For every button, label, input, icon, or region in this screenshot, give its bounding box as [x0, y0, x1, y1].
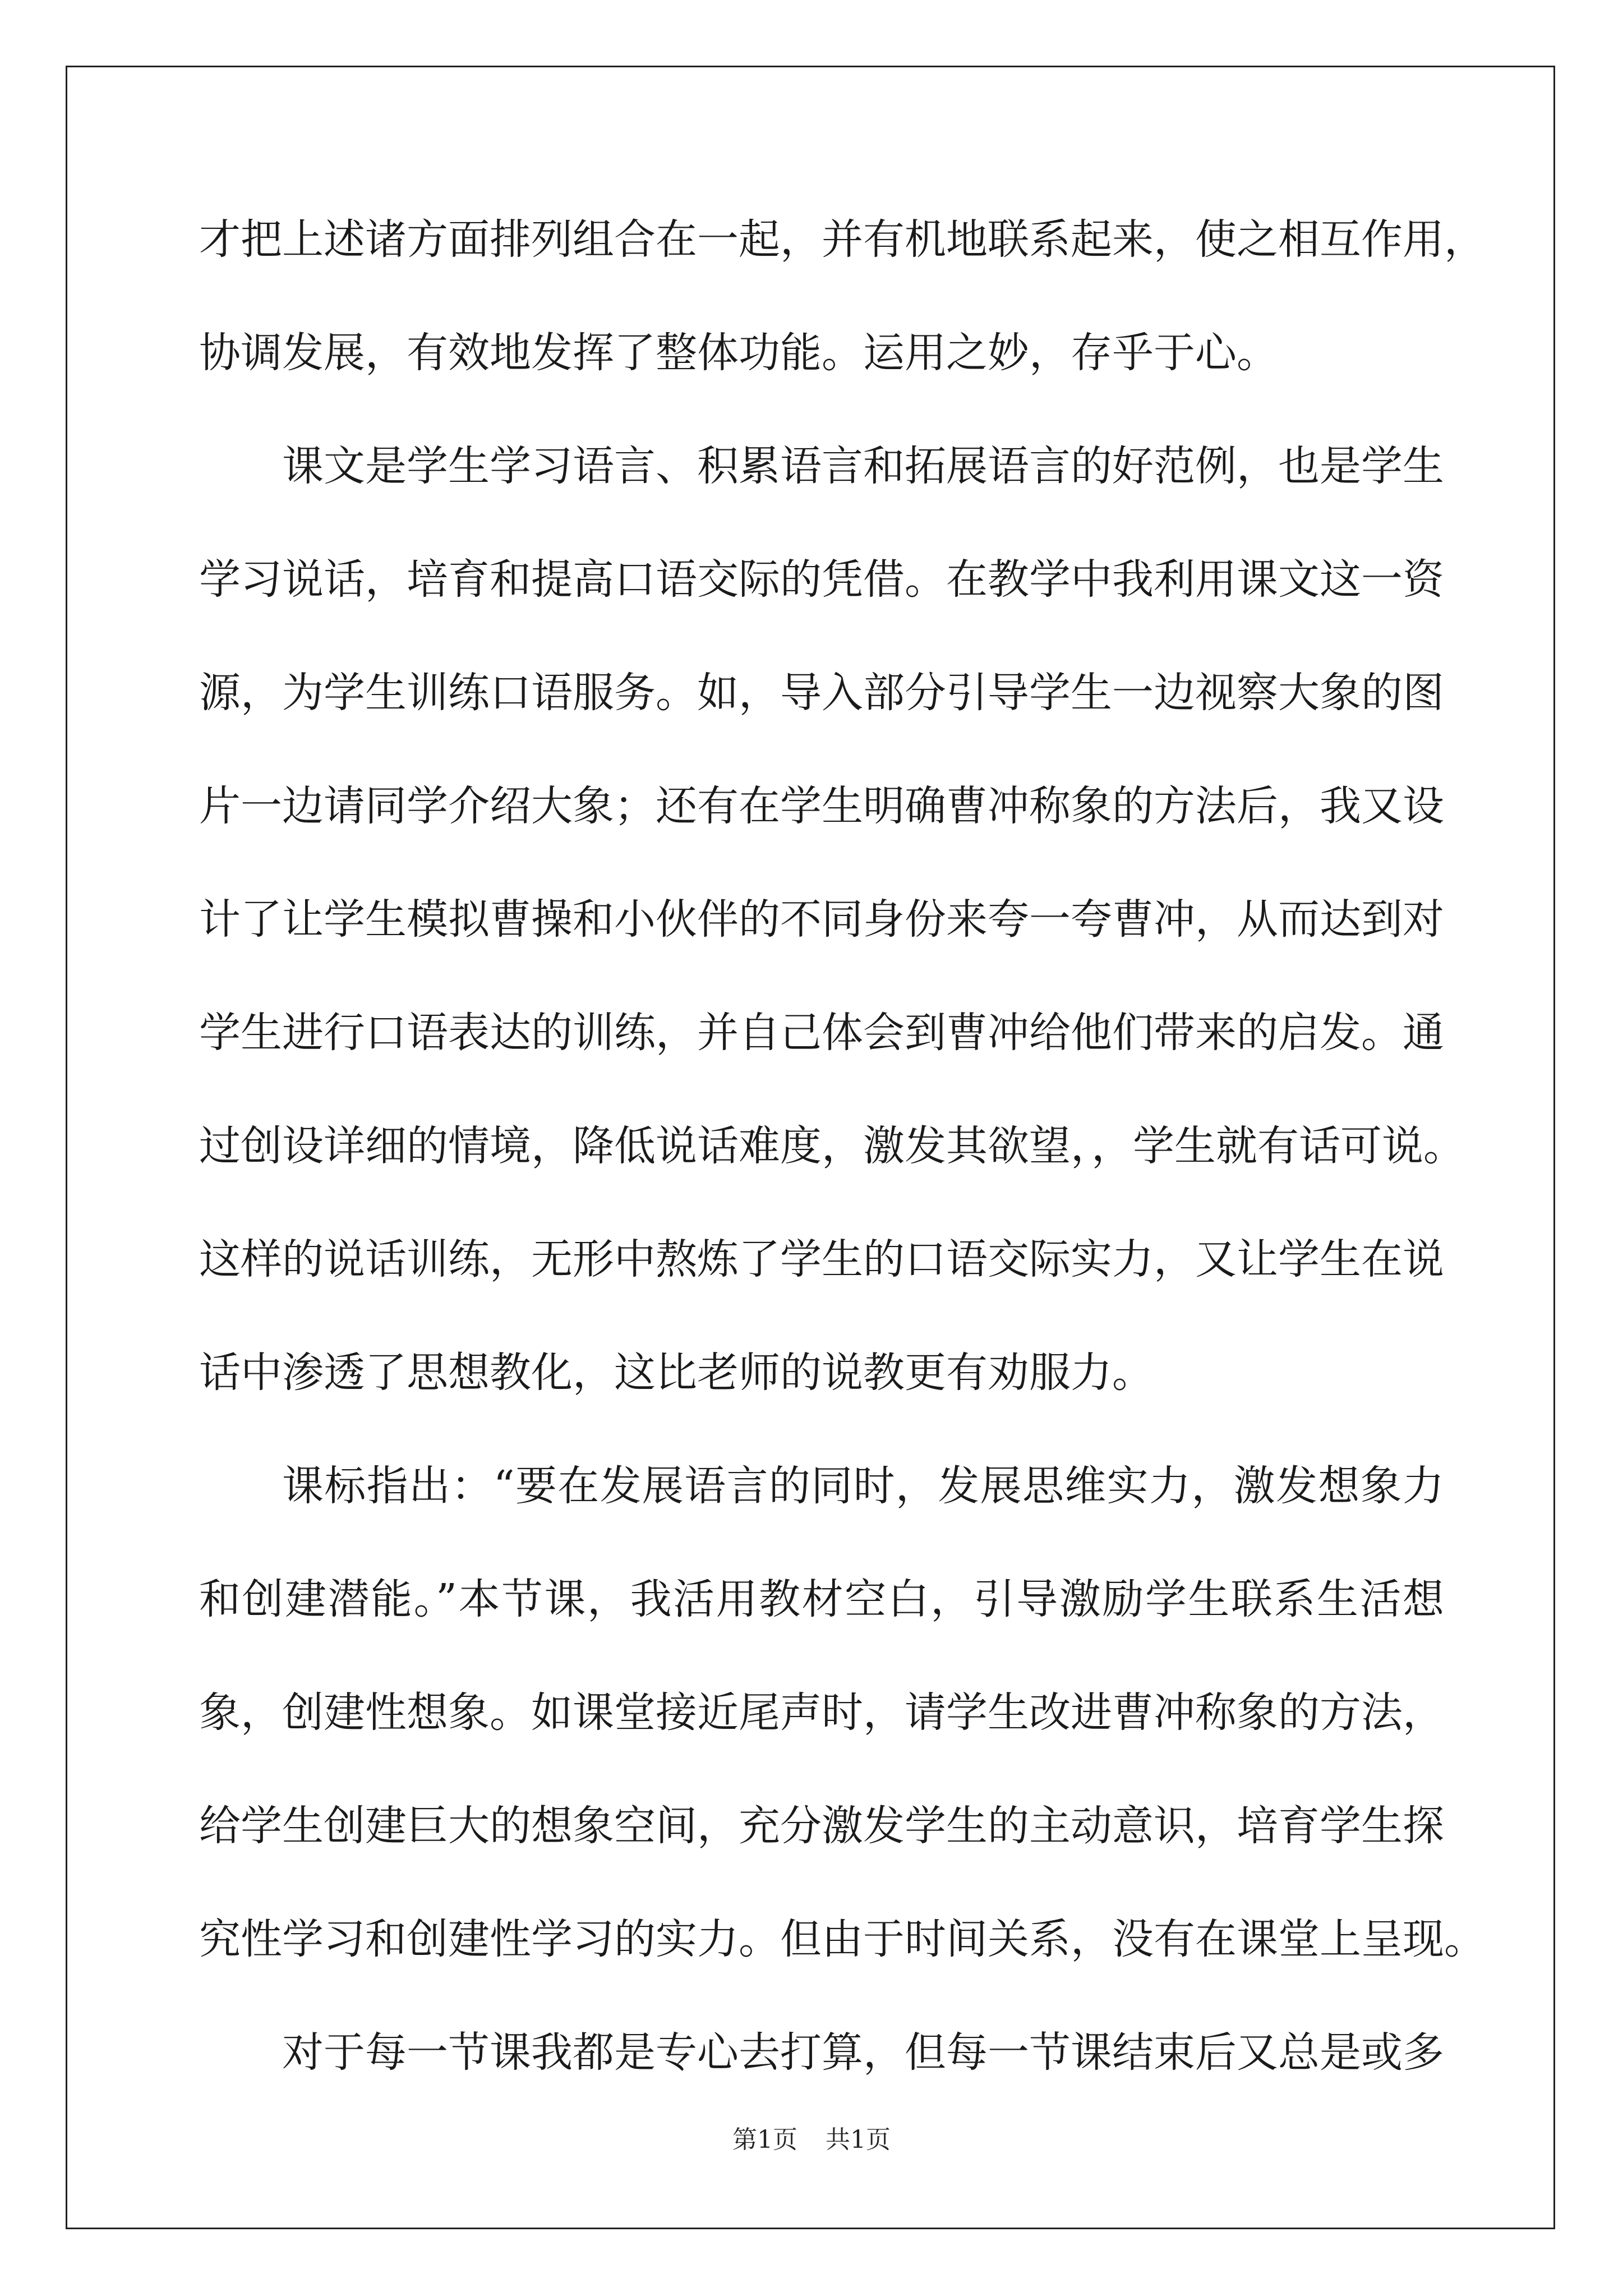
text-line: 片一边请同学介绍大象；还有在学生明确曹冲称象的方法后，我又设 [199, 782, 1444, 830]
text-line: 才把上述诸方面排列组合在一起，并有机地联系起来，使之相互作用， [199, 215, 1486, 264]
text-line: 学生进行口语表达的训练，并自己体会到曹冲给他们带来的启发。通 [199, 1009, 1444, 1057]
text-line: 话中渗透了思想教化，这比老师的说教更有劝服力。 [199, 1349, 1154, 1397]
text-line: 计了让学生模拟曹操和小伙伴的不同身份来夸一夸曹冲，从而达到对 [199, 895, 1444, 944]
page-footer [0, 2123, 1623, 2157]
document-body [199, 209, 1486, 2135]
text-line: 象，创建性想象。如课堂接近尾声时，请学生改进曹冲称象的方法， [199, 1688, 1444, 1737]
text-line: 学习说话，培育和提高口语交际的凭借。在教学中我利用课文这一资 [199, 555, 1444, 604]
page-total: 共1页 [826, 2125, 891, 2154]
paragraph-first-line: 课文是学生学习语言、积累语言和拓展语言的好范例，也是学生 [282, 442, 1444, 490]
text-line: 过创设详细的情境，降低说话难度，激发其欲望，，学生就有话可说。 [199, 1122, 1465, 1170]
page-number: 第1页 [732, 2125, 797, 2154]
text-line: 协调发展，有效地发挥了整体功能。运用之妙，存乎于心。 [199, 329, 1278, 377]
text-line: 源，为学生训练口语服务。如，导入部分引导学生一边视察大象的图 [199, 669, 1444, 717]
paragraph-first-line: 对于每一节课我都是专心去打算，但每一节课结束后又总是或多 [282, 2028, 1444, 2077]
text-line: 究性学习和创建性学习的实力。但由于时间关系，没有在课堂上呈现。 [199, 1915, 1486, 1963]
text-line: 这样的说话训练，无形中熬炼了学生的口语交际实力，又让学生在说 [199, 1235, 1444, 1283]
text-line: 给学生创建巨大的想象空间，充分激发学生的主动意识，培育学生探 [199, 1802, 1444, 1850]
paragraph-first-line: 课标指出：“要在发展语言的同时，发展思维实力，激发想象力 [282, 1462, 1444, 1510]
text-line: 和创建潜能。”本节课，我活用教材空白，引导激励学生联系生活想 [199, 1575, 1444, 1623]
